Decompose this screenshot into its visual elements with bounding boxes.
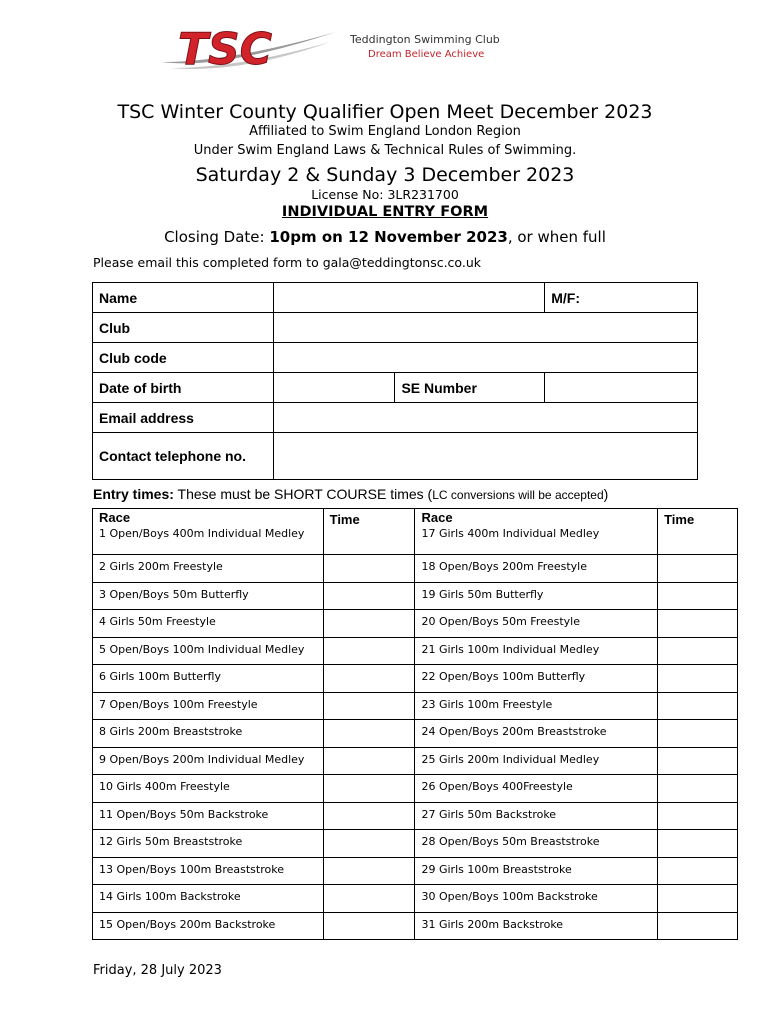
time-cell-left[interactable] <box>323 582 415 610</box>
details-row-club <box>93 313 698 343</box>
race-row <box>93 637 738 665</box>
race-cell-right <box>415 885 658 913</box>
time-column-header: Time <box>664 512 695 527</box>
form-title-text: INDIVIDUAL ENTRY FORM <box>281 204 489 220</box>
race-name: 5 Open/Boys 100m Individual Medley <box>99 642 305 656</box>
race-name: 12 Girls 50m Breaststroke <box>99 835 243 848</box>
time-cell-left[interactable] <box>323 610 415 638</box>
race-cell-right <box>415 720 658 748</box>
gender-label: M/F: <box>551 289 580 306</box>
race-cell-left <box>93 692 324 720</box>
race-row <box>93 610 738 638</box>
race-name: 22 Open/Boys 100m Butterfly <box>421 670 586 683</box>
race-cell-right <box>415 509 658 555</box>
race-name: 26 Open/Boys 400Freestyle <box>421 780 573 793</box>
time-cell-left[interactable] <box>323 912 415 940</box>
race-cell-right <box>415 610 658 638</box>
time-column-header: Time <box>329 512 360 527</box>
club-name: Teddington Swimming Club <box>350 33 500 46</box>
race-name: 19 Girls 50m Butterfly <box>421 587 544 601</box>
time-cell-right[interactable] <box>658 692 738 720</box>
time-cell-left[interactable] <box>323 747 415 775</box>
race-row <box>93 720 738 748</box>
race-cell-left <box>93 637 324 665</box>
race-name: 2 Girls 200m Freestyle <box>99 560 223 573</box>
race-row <box>93 802 738 830</box>
time-cell-right[interactable] <box>658 637 738 665</box>
entry-times-label: Entry times: <box>93 486 174 502</box>
race-cell-left <box>93 830 324 858</box>
time-cell-right[interactable] <box>658 802 738 830</box>
time-cell-right[interactable] <box>658 665 738 693</box>
phone-field[interactable] <box>273 433 697 480</box>
closing-deadline: 10pm on 12 November 2023 <box>269 228 508 246</box>
time-cell-right[interactable] <box>658 747 738 775</box>
time-cell-right[interactable] <box>658 720 738 748</box>
page-title: TSC Winter County Qualifier Open Meet December 2023 <box>117 101 653 123</box>
race-cell-left <box>93 610 324 638</box>
race-row <box>93 885 738 913</box>
race-row <box>93 747 738 775</box>
race-row <box>93 830 738 858</box>
race-row <box>93 912 738 940</box>
club-label: Club <box>93 313 274 343</box>
form-title <box>0 204 770 220</box>
race-row <box>93 692 738 720</box>
time-cell-right[interactable] <box>658 509 738 555</box>
time-cell-left[interactable] <box>323 830 415 858</box>
time-cell-left[interactable] <box>323 692 415 720</box>
time-cell-right[interactable] <box>658 775 738 803</box>
race-row <box>93 555 738 583</box>
race-name: 31 Girls 200m Backstroke <box>421 917 564 931</box>
footer-date: Friday, 28 July 2023 <box>93 963 222 978</box>
entry-times-close: ) <box>603 486 609 502</box>
race-name: 13 Open/Boys 100m Breaststroke <box>99 862 284 876</box>
race-name: 3 Open/Boys 50m Butterfly <box>99 587 249 601</box>
race-name: 1 Open/Boys 400m Individual Medley <box>99 527 305 540</box>
time-cell-right[interactable] <box>658 885 738 913</box>
se-number-label: SE Number <box>395 373 545 403</box>
time-cell-right[interactable] <box>658 912 738 940</box>
name-field[interactable] <box>273 283 545 313</box>
meet-dates: Saturday 2 & Sunday 3 December 2023 <box>195 164 575 186</box>
race-name: 18 Open/Boys 200m Freestyle <box>421 560 588 573</box>
details-row-phone <box>93 433 698 480</box>
race-cell-left <box>93 665 324 693</box>
tsc-logo-graphic <box>160 18 340 80</box>
time-cell-left[interactable] <box>323 637 415 665</box>
race-name: 6 Girls 100m Butterfly <box>99 670 221 683</box>
race-name: 11 Open/Boys 50m Backstroke <box>99 807 269 821</box>
race-cell-left <box>93 582 324 610</box>
race-name: 10 Girls 400m Freestyle <box>99 780 230 793</box>
race-name: 7 Open/Boys 100m Freestyle <box>99 697 258 711</box>
email-field[interactable] <box>273 403 697 433</box>
time-cell-left[interactable] <box>323 885 415 913</box>
time-cell-left[interactable] <box>323 720 415 748</box>
dob-field[interactable] <box>273 373 395 403</box>
race-name: 30 Open/Boys 100m Backstroke <box>421 890 598 903</box>
race-name: 4 Girls 50m Freestyle <box>99 615 216 628</box>
time-cell-left[interactable] <box>323 555 415 583</box>
personal-details-table <box>92 282 698 480</box>
race-cell-left <box>93 885 324 913</box>
race-name: 14 Girls 100m Backstroke <box>99 890 241 903</box>
entry-times-text: These must be SHORT COURSE times ( <box>173 486 433 502</box>
time-cell-left[interactable] <box>323 857 415 885</box>
race-cell-left <box>93 509 324 555</box>
race-column-header: Race <box>421 510 453 525</box>
race-cell-right <box>415 802 658 830</box>
time-cell-right[interactable] <box>658 610 738 638</box>
race-cell-right <box>415 747 658 775</box>
gender-field[interactable] <box>545 283 698 313</box>
race-name: 15 Open/Boys 200m Backstroke <box>99 917 276 931</box>
race-cell-left <box>93 775 324 803</box>
race-cell-right <box>415 830 658 858</box>
closing-date <box>0 228 770 246</box>
race-row <box>93 509 738 555</box>
race-name: 17 Girls 400m Individual Medley <box>421 527 600 540</box>
race-name: 21 Girls 100m Individual Medley <box>421 642 600 656</box>
race-name: 20 Open/Boys 50m Freestyle <box>421 615 581 628</box>
race-cell-left <box>93 720 324 748</box>
club-field[interactable] <box>273 313 697 343</box>
email-label: Email address <box>93 403 274 433</box>
logo-text: TSC <box>178 24 272 75</box>
details-row-name <box>93 283 698 313</box>
tsc-logo <box>160 18 340 80</box>
details-row-club-code <box>93 343 698 373</box>
affiliation-line-2: Under Swim England Laws & Technical Rules of Swimming. <box>193 143 577 158</box>
details-row-email <box>93 403 698 433</box>
dob-label: Date of birth <box>93 373 274 403</box>
race-name: 27 Girls 50m Backstroke <box>421 807 557 821</box>
race-name: 25 Girls 200m Individual Medley <box>421 752 600 766</box>
club-motto: Dream Believe Achieve <box>368 49 485 60</box>
race-cell-left <box>93 857 324 885</box>
se-number-field[interactable] <box>545 373 698 403</box>
race-cell-right <box>415 912 658 940</box>
details-row-dob <box>93 373 698 403</box>
race-name: 29 Girls 100m Breaststroke <box>421 862 572 876</box>
time-cell-left[interactable] <box>323 775 415 803</box>
email-instruction: Please email this completed form to gala@teddingtonsc.co.uk <box>93 255 481 270</box>
race-row <box>93 582 738 610</box>
race-row <box>93 857 738 885</box>
license-number: License No: 3LR231700 <box>311 187 459 202</box>
race-cell-right <box>415 665 658 693</box>
race-name: 24 Open/Boys 200m Breaststroke <box>421 725 607 738</box>
time-cell-left[interactable] <box>323 509 415 555</box>
closing-prefix: Closing Date: <box>164 228 270 246</box>
phone-label: Contact telephone no. <box>93 433 274 480</box>
race-column-header: Race <box>99 510 131 525</box>
race-cell-left <box>93 912 324 940</box>
time-cell-left[interactable] <box>323 802 415 830</box>
affiliation-line-1: Affiliated to Swim England London Region <box>249 124 521 139</box>
club-code-label: Club code <box>93 343 274 373</box>
time-cell-right[interactable] <box>658 857 738 885</box>
time-cell-right[interactable] <box>658 555 738 583</box>
entry-times-heading <box>93 486 608 502</box>
race-name: 9 Open/Boys 200m Individual Medley <box>99 752 305 766</box>
race-row <box>93 775 738 803</box>
race-cell-right <box>415 857 658 885</box>
time-cell-left[interactable] <box>323 665 415 693</box>
race-cell-left <box>93 802 324 830</box>
time-cell-right[interactable] <box>658 582 738 610</box>
race-name: 28 Open/Boys 50m Breaststroke <box>421 835 600 848</box>
race-cell-right <box>415 692 658 720</box>
race-cell-right <box>415 637 658 665</box>
race-row <box>93 665 738 693</box>
closing-suffix: , or when full <box>507 228 606 246</box>
race-cell-left <box>93 747 324 775</box>
race-cell-right <box>415 582 658 610</box>
time-cell-right[interactable] <box>658 830 738 858</box>
race-entry-table <box>92 508 738 940</box>
club-code-field[interactable] <box>273 343 697 373</box>
race-cell-right <box>415 555 658 583</box>
race-name: 23 Girls 100m Freestyle <box>421 697 553 711</box>
race-name: 8 Girls 200m Breaststroke <box>99 725 243 738</box>
name-label: Name <box>93 283 274 313</box>
entry-times-note: LC conversions will be accepted <box>432 488 604 502</box>
race-cell-left <box>93 555 324 583</box>
race-cell-right <box>415 775 658 803</box>
